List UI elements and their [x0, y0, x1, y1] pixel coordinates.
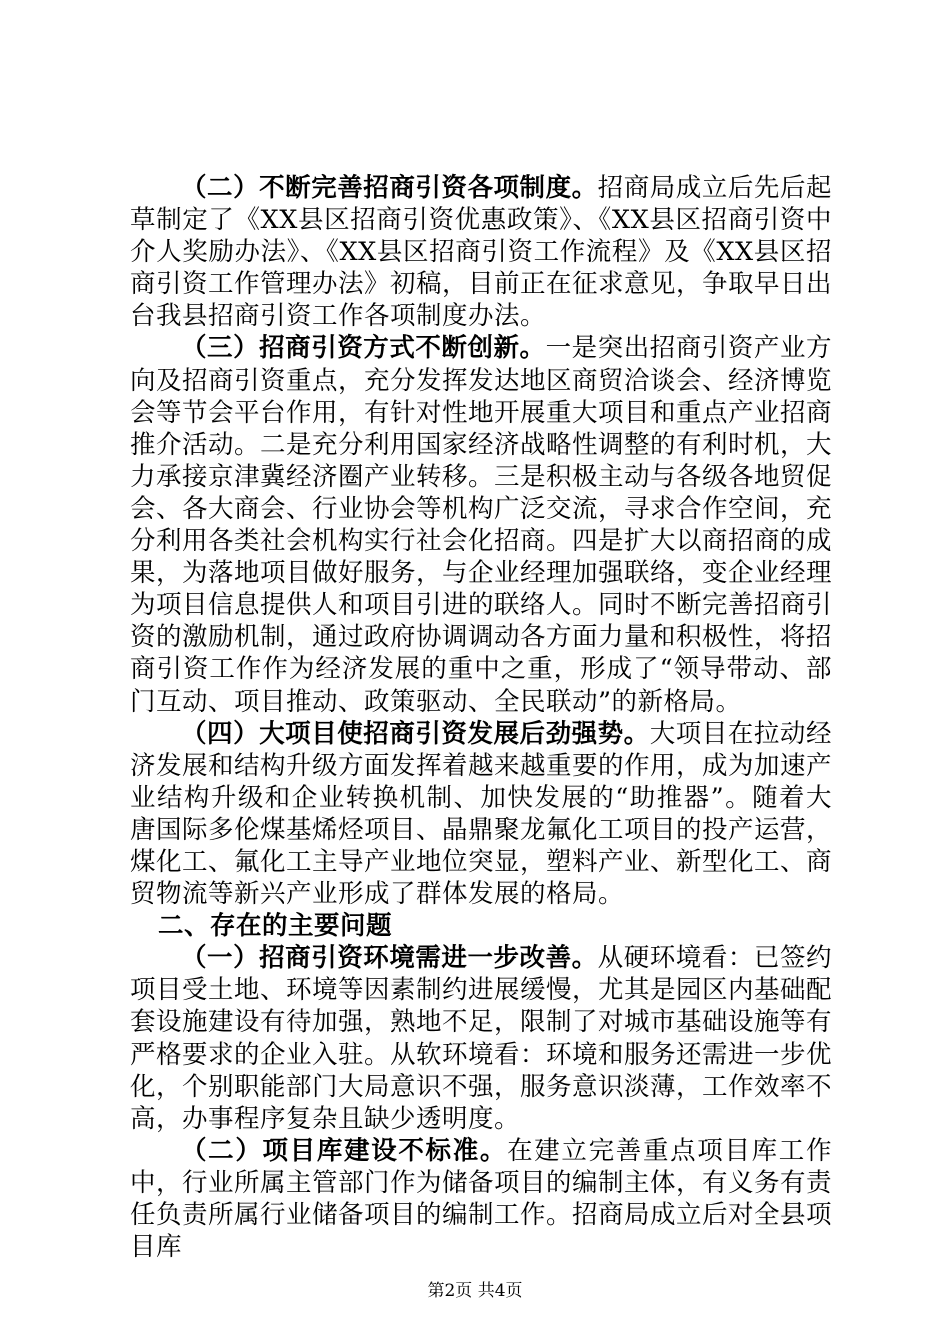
paragraph-lead: （三）招商引资方式不断创新。 [181, 333, 546, 364]
paragraph-text: 在建立完善重点项目库工作中，行业所属主管部门作为储备项目的编制主体，有义务有责任负责所属行业储备项目的编制工作。招商局成立后对全县项目库 [130, 1135, 833, 1263]
paragraph-text: 从硬环境看：已签约项目受土地、环境等因素制约进展缓慢，尤其是园区内基础配套设施建设有待加强，熟地不足，限制了对城市基础设施等有严格要求的企业入驻。从软环境看：环境和服务还需进一步优化，个别职能部门大局意识不强，服务意识淡薄，工作效率不高，办事程序复杂且缺少透明度。 [130, 943, 833, 1134]
section-heading-text: 二、存在的主要问题 [158, 911, 393, 942]
paragraph-lead: （四）大项目使招商引资发展后劲强势。 [181, 718, 650, 749]
page-footer: 第2页 共4页 [427, 1281, 523, 1301]
paragraph-text: 招商局成立后先后起草制定了《XX县区招商引资优惠政策》、《XX县区招商引资中介人奖励办法》、《XX县区招商引资工作流程》及《XX县区招商引资工作管理办法》初稿，目前正在征求意见，争取早日出台我县招商引资工作各项制度办法。 [130, 173, 833, 332]
paragraph-method-innovation [130, 332, 832, 717]
paragraph-lead: （二）不断完善招商引资各项制度。 [181, 173, 598, 203]
paragraph-lead: （一）招商引资环境需进一步改善。 [181, 943, 598, 974]
document-body [130, 172, 832, 1263]
paragraph-environment [130, 942, 832, 1135]
paragraph-lead: （二）项目库建设不标准。 [181, 1135, 508, 1166]
paragraph-major-projects [130, 718, 832, 911]
section-heading [130, 910, 832, 942]
paragraph-text: 大项目在拉动经济发展和结构升级方面发挥着越来越重要的作用，成为加速产业结构升级和企业转换机制、加快发展的“助推器”。随着大唐国际多伦煤基烯烃项目、晶鼎聚龙氟化工项目的投产运营，煤化工、氟化工主导产业地位突显，塑料产业、新型化工、商贸物流等新兴产业形成了群体发展的格局。 [130, 718, 833, 910]
paragraph-system-improvement [130, 172, 832, 332]
paragraph-project-library [130, 1135, 832, 1263]
paragraph-text: 一是突出招商引资产业方向及招商引资重点，充分发挥发达地区商贸洽谈会、经济博览会等节会平台作用，有针对性地开展重大项目和重点产业招商推介活动。二是充分利用国家经济战略性调整的有利时机，大力承接京津冀经济圈产业转移。三是积极主动与各级各地贸促会、各大商会、行业协会等机构广泛交流，寻求合作空间，充分利用各类社会机构实行社会化招商。四是扩大以商招商的成果，为落地项目做好服务，与企业经理加强联络，变企业经理为项目信息提供人和项目引进的联络人。同时不断完善招商引资的激励机制，通过政府协调调动各方面力量和积极性，将招商引资工作作为经济发展的重中之重，形成了“领导带动、部门互动、项目推动、政策驱动、全民联动”的新格局。 [130, 333, 833, 717]
